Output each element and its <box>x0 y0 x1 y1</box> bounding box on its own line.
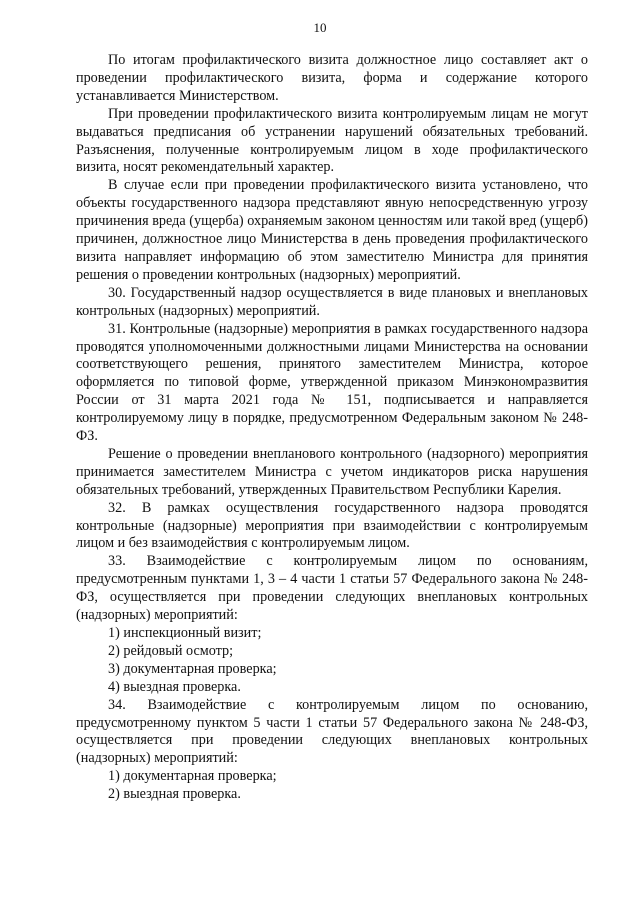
paragraph-visit-act: По итогам профилактического визита должностное лицо составляет акт о проведении профилактического визита, форма и содержание которого устанавливается Министерством. <box>76 52 588 104</box>
paragraph-no-orders: При проведении профилактического визита контролируемым лицам не могут выдаваться предписания об устранении нарушений обязательных требований. Разъяснения, полученные контролируемым лицом в ходе профилактического визита, носят рекомендательный характер. <box>76 105 588 176</box>
page-number: 10 <box>313 20 327 35</box>
document-body <box>76 52 588 804</box>
paragraph-item-33: 33. Взаимодействие с контролируемым лицом по основаниям, предусмотренным пунктами 1, 3 – 4 части 1 статьи 57 Федерального закона № 248-ФЗ, осуществляется при проведении следующих внеплановых контрольных (надзорных) мероприятий: <box>76 553 588 624</box>
paragraph-item-32: 32. В рамках осуществления государственного надзора проводятся контрольные (надзорные) мероприятия при взаимодействии с контролируемым лицом и без взаимодействия с контролируемым лицом. <box>76 499 588 552</box>
paragraph-item-34: 34. Взаимодействие с контролируемым лицом по основанию, предусмотренному пунктом 5 части 1 статьи 57 Федерального закона № 248-ФЗ, осуществляется при проведении следующих внеплановых контрольных (надзорных) мероприятий: <box>76 696 588 767</box>
list-item: 2) рейдовый осмотр; <box>108 642 234 659</box>
paragraph-item-31: 31. Контрольные (надзорные) мероприятия в рамках государственного надзора проводятся уполномоченными должностными лицами Министерства на основании соответствующего решения, принятого заместителем Министра, которое оформляется по типовой форме, утвержденной приказом Минэкономразвития России от 31 марта 2021 года № 151, подписывается и направляется контролируемому лицу в порядке, предусмотренном Федеральным законом № 248-ФЗ. <box>76 320 588 445</box>
list-item: 4) выездная проверка. <box>108 678 241 695</box>
list-item: 1) инспекционный визит; <box>108 625 262 641</box>
paragraph-unscheduled-decision: Решение о проведении внепланового контрольного (надзорного) мероприятия принимается заместителем Министра с учетом индикаторов риска нарушения обязательных требований, утвержденных Правительством Республики Карелия. <box>76 445 588 498</box>
paragraph-item-30: 30. Государственный надзор осуществляется в виде плановых и внеплановых контрольных (надзорных) мероприятий. <box>76 284 588 319</box>
paragraph-threat-case: В случае если при проведении профилактического визита установлено, что объекты государственного надзора представляют явную непосредственную угрозу причинения вреда (ущерба) охраняемым законом ценностям или такой вред (ущерб) причинен, должностное лицо Министерства в день проведения профилактического визита направляет информацию об этом заместителю Министра для принятия решения о проведении контрольных (надзорных) мероприятий. <box>76 177 588 283</box>
list-item: 2) выездная проверка. <box>108 786 241 803</box>
list-item: 1) документарная проверка; <box>108 768 277 785</box>
list-item: 3) документарная проверка; <box>108 660 277 677</box>
